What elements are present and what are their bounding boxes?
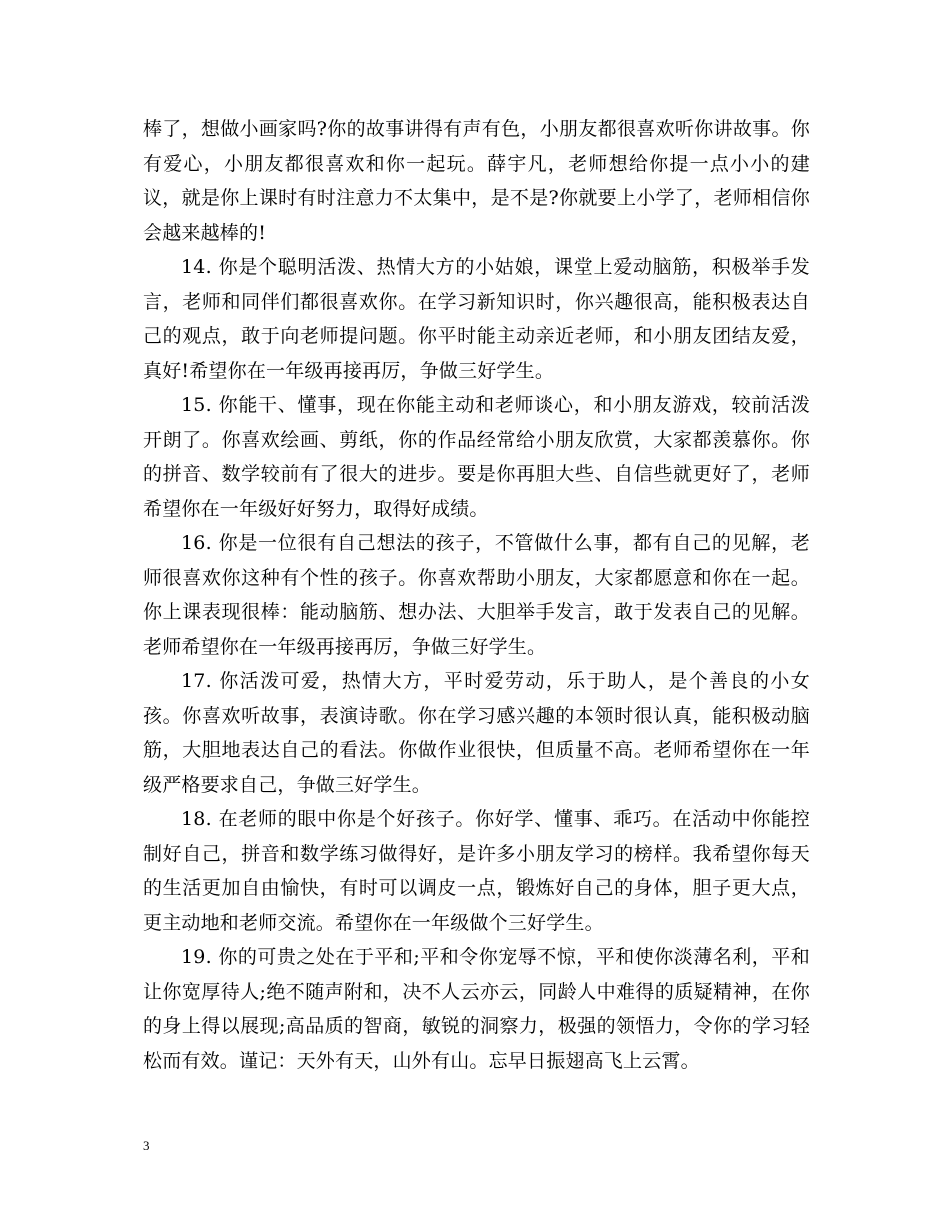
paragraph-16: 16. 你是一位很有自己想法的孩子，不管做什么事，都有自己的见解，老师很喜欢你这种有个性的孩子。你喜欢帮助小朋友，大家都愿意和你在一起。你上课表现很棒：能动脑筋、想办法、大胆举手发言，敢于发表自己的见解。老师希望你在一年级再接再厉，争做三好学生。: [143, 532, 810, 658]
paragraph-18: 18. 在老师的眼中你是个好孩子。你好学、懂事、乖巧。在活动中你能控制好自己，拼音和数学练习做得好，是许多小朋友学习的榜样。我希望你每天的生活更加自由愉快，有时可以调皮一点，锻炼好自己的身体，胆子更大点，更主动地和老师交流。希望你在一年级做个三好学生。: [143, 808, 810, 934]
document-body: [143, 112, 810, 1078]
paragraph-17: 17. 你活泼可爱，热情大方，平时爱劳动，乐于助人，是个善良的小女孩。你喜欢听故事，表演诗歌。你在学习感兴趣的本领时很认真，能积极动脑筋，大胆地表达自己的看法。你做作业很快，但质量不高。老师希望你在一年级严格要求自己，争做三好学生。: [143, 670, 810, 796]
paragraph-19: 19. 你的可贵之处在于平和;平和令你宠辱不惊，平和使你淡薄名利，平和让你宽厚待人;绝不随声附和，决不人云亦云，同龄人中难得的质疑精神，在你的身上得以展现;高品质的智商，敏锐的洞察力，极强的领悟力，令你的学习轻松而有效。谨记：天外有天，山外有山。忘早日振翅高飞上云霄。: [143, 946, 810, 1072]
paragraph-continued: 棒了，想做小画家吗?你的故事讲得有声有色，小朋友都很喜欢听你讲故事。你有爱心，小朋友都很喜欢和你一起玩。薛宇凡，老师想给你提一点小小的建议，就是你上课时有时注意力不太集中，是不是?你就要上小学了，老师相信你会越来越棒的!: [143, 118, 810, 244]
page-number: 3: [143, 1138, 150, 1153]
paragraph-15: 15. 你能干、懂事，现在你能主动和老师谈心，和小朋友游戏，较前活泼开朗了。你喜欢绘画、剪纸，你的作品经常给小朋友欣赏，大家都羡慕你。你的拼音、数学较前有了很大的进步。要是你再胆大些、自信些就更好了，老师希望你在一年级好好努力，取得好成绩。: [143, 394, 810, 520]
paragraph-14: 14. 你是个聪明活泼、热情大方的小姑娘，课堂上爱动脑筋，积极举手发言，老师和同伴们都很喜欢你。在学习新知识时，你兴趣很高，能积极表达自己的观点，敢于向老师提问题。你平时能主动亲近老师，和小朋友团结友爱，真好!希望你在一年级再接再厉，争做三好学生。: [143, 256, 810, 382]
